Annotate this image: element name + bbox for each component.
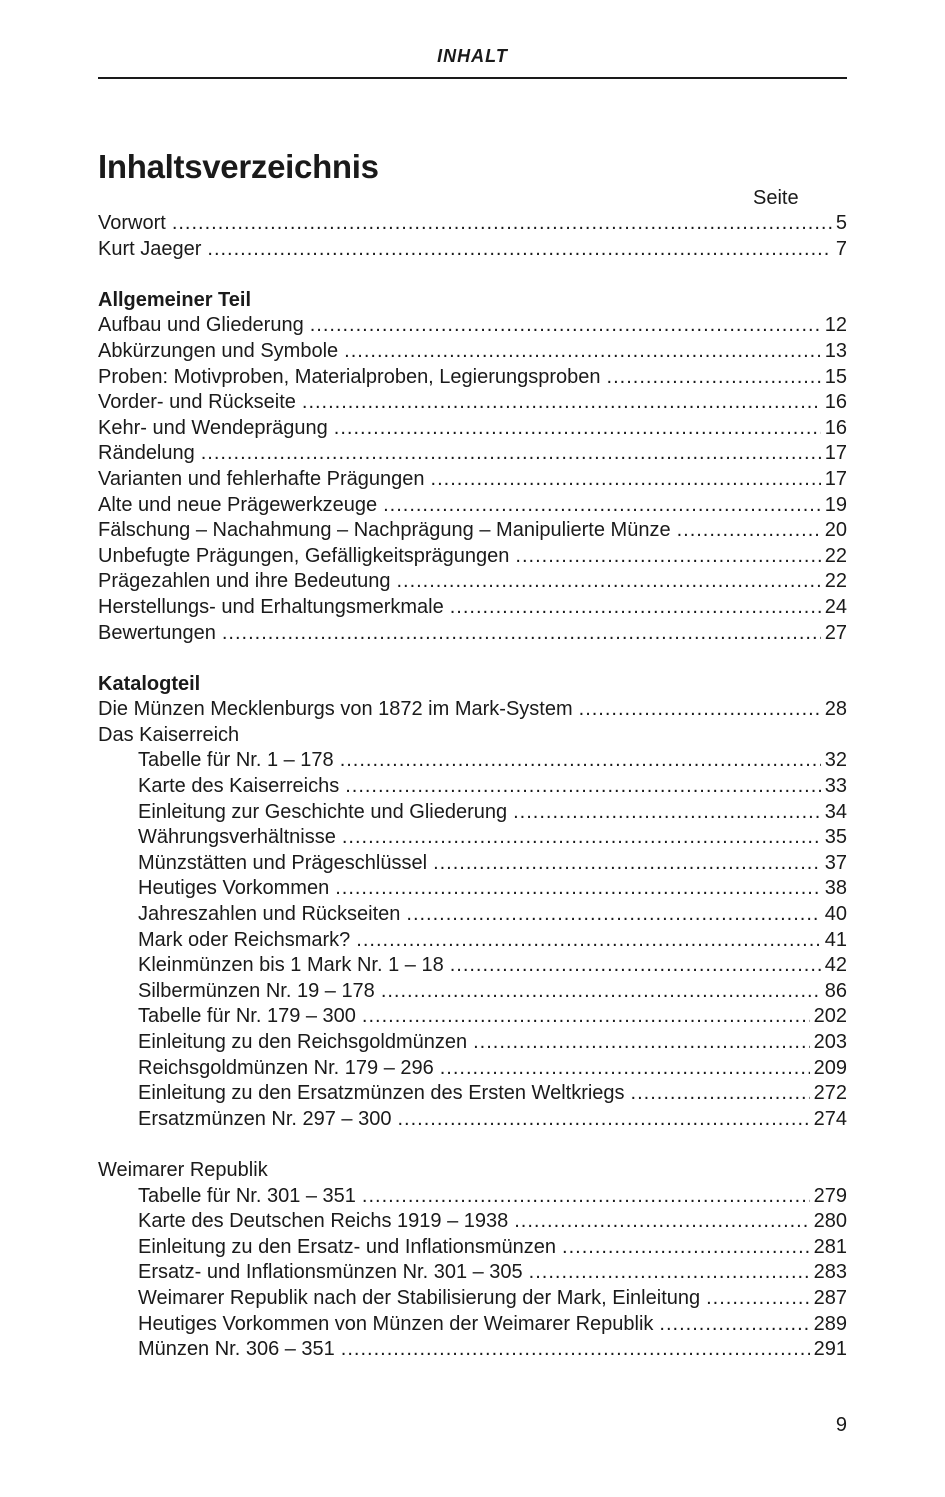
toc-entry-label: Münzstätten und Prägeschlüssel [138, 851, 428, 874]
leader-dots [397, 1107, 809, 1133]
leader-dots [345, 774, 821, 800]
toc-entry-page: 272 [813, 1082, 847, 1105]
page-number: 9 [835, 1414, 847, 1436]
leader-dots [431, 467, 821, 493]
toc-entry-label: Vorder- und Rückseite [98, 391, 296, 414]
toc-entry-page: 37 [824, 851, 847, 874]
toc-entry[interactable] [98, 825, 847, 851]
leader-dots [362, 1184, 810, 1210]
toc-entry-page: 27 [824, 621, 847, 644]
toc-entry-label: Karte des Deutschen Reichs 1919 – 1938 [138, 1210, 509, 1233]
toc-entry-label: Die Münzen Mecklenburgs von 1872 im Mark-System [98, 698, 573, 721]
intro-section [98, 211, 847, 262]
toc-entry-label: Alte und neue Prägewerkzeuge [98, 493, 378, 516]
toc-entry-page: 7 [835, 237, 847, 260]
toc-entry[interactable] [98, 851, 847, 877]
toc-entry[interactable] [98, 1235, 847, 1261]
leader-dots [334, 416, 821, 442]
toc-entry[interactable] [98, 416, 847, 442]
subsection-heading-weimar: Weimarer Republik [98, 1158, 268, 1181]
toc-entry-page: 19 [824, 493, 847, 516]
leader-dots [631, 1081, 810, 1107]
toc-entry[interactable] [98, 928, 847, 954]
toc-entry[interactable] [98, 467, 847, 493]
toc-entry[interactable] [98, 493, 847, 519]
leader-dots [344, 339, 821, 365]
toc-entry-page: 34 [824, 800, 847, 823]
leader-dots [302, 390, 821, 416]
section-heading-allgemeiner-teil: Allgemeiner Teil [98, 288, 252, 311]
toc-entry[interactable] [98, 876, 847, 902]
toc-entry-label: Einleitung zu den Ersatz- und Inflationsmünzen [138, 1235, 557, 1258]
running-head: INHALT [437, 46, 508, 66]
toc-entry-page: 22 [824, 544, 847, 567]
toc-entry[interactable] [98, 953, 847, 979]
toc-entry-label: Reichsgoldmünzen Nr. 179 – 296 [138, 1056, 434, 1079]
toc-entry[interactable] [98, 902, 847, 928]
toc-entry[interactable] [98, 237, 847, 263]
toc-entry-page: 291 [813, 1338, 847, 1361]
toc-entry[interactable] [98, 1030, 847, 1056]
leader-dots [440, 1056, 810, 1082]
leader-dots [450, 953, 821, 979]
subsection-heading-kaiserreich: Das Kaiserreich [98, 723, 240, 746]
page-title: Inhaltsverzeichnis [98, 148, 379, 185]
toc-entry-page: 28 [824, 698, 847, 721]
toc-entry-page: 32 [824, 749, 847, 772]
toc-entry-page: 42 [824, 954, 847, 977]
kaiserreich-section [98, 748, 847, 1132]
leader-dots [450, 595, 821, 621]
toc-entry[interactable] [98, 1107, 847, 1133]
toc-entry[interactable] [98, 339, 847, 365]
toc-entry-label: Vorwort [98, 212, 166, 234]
leader-dots [473, 1030, 810, 1056]
leader-dots [310, 313, 821, 339]
toc-entry-page: 283 [813, 1261, 847, 1284]
toc-entry-label: Rändelung [98, 442, 195, 465]
toc-entry[interactable] [98, 1286, 847, 1312]
toc-entry-label: Heutiges Vorkommen [138, 877, 330, 900]
toc-entry-label: Kleinmünzen bis 1 Mark Nr. 1 – 18 [138, 954, 444, 977]
toc-entry-label: Einleitung zu den Ersatzmünzen des Ersten Weltkriegs [138, 1082, 625, 1105]
toc-entry[interactable] [98, 441, 847, 467]
leader-dots [340, 748, 821, 774]
toc-entry-label: Fälschung – Nachahmung – Nachprägung – Manipulierte Münze [98, 519, 671, 542]
leader-dots [341, 1337, 810, 1363]
leader-dots [335, 876, 821, 902]
toc-entry-label: Kehr- und Wendeprägung [98, 416, 328, 439]
toc-entry[interactable] [98, 544, 847, 570]
toc-entry-label: Bewertungen [98, 621, 216, 644]
allgemeiner-teil-section [98, 313, 847, 646]
toc-entry-page: 202 [813, 1005, 847, 1028]
toc-entry-page: 287 [813, 1286, 847, 1309]
toc-entry-label: Kurt Jaeger [98, 237, 202, 260]
toc-entry[interactable] [98, 1260, 847, 1286]
toc-entry-page: 17 [824, 442, 847, 465]
leader-dots [201, 441, 821, 467]
toc-entry-page: 16 [824, 416, 847, 439]
leader-dots [207, 237, 831, 263]
leader-dots [562, 1235, 810, 1261]
toc-entry-page: 12 [824, 314, 847, 337]
leader-dots [607, 365, 821, 391]
leader-dots [706, 1286, 810, 1312]
toc-entry-page: 86 [824, 979, 847, 1002]
toc-entry[interactable] [98, 1312, 847, 1338]
toc-entry-page: 209 [813, 1056, 847, 1079]
toc-entry[interactable] [98, 979, 847, 1005]
toc-entry-label: Silbermünzen Nr. 19 – 178 [138, 979, 375, 1002]
toc-entry[interactable] [98, 211, 847, 237]
toc-entry[interactable] [98, 1184, 847, 1210]
toc-entry-page: 41 [824, 928, 847, 951]
toc-entry-label: Ersatz- und Inflationsmünzen Nr. 301 – 305 [138, 1261, 523, 1284]
toc-entry-label: Mark oder Reichsmark? [138, 928, 351, 951]
section-heading-katalogteil: Katalogteil [98, 672, 201, 695]
toc-entry-label: Proben: Motivproben, Materialproben, Legierungsproben [98, 365, 601, 388]
page-column-label: Seite [753, 187, 799, 209]
toc-entry-label: Ersatzmünzen Nr. 297 – 300 [138, 1107, 392, 1130]
toc-entry-page: 16 [824, 391, 847, 414]
leader-dots [172, 211, 832, 237]
toc-entry-page: 15 [824, 365, 847, 388]
toc-entry[interactable] [98, 774, 847, 800]
leader-dots [383, 493, 821, 519]
toc-entry-label: Münzen Nr. 306 – 351 [138, 1338, 335, 1361]
toc-entry[interactable] [98, 748, 847, 774]
toc-entry[interactable] [98, 1004, 847, 1030]
toc-entry-label: Prägezahlen und ihre Bedeutung [98, 570, 391, 593]
toc-entry-page: 20 [824, 519, 847, 542]
toc-entry-label: Varianten und fehlerhafte Prägungen [98, 467, 425, 490]
toc-entry-page: 38 [824, 877, 847, 900]
leader-dots [515, 544, 820, 570]
leader-dots [677, 518, 821, 544]
toc-entry-label: Weimarer Republik nach der Stabilisierung der Mark, Einleitung [138, 1286, 701, 1309]
leader-dots [529, 1260, 810, 1286]
toc-entry-page: 17 [824, 467, 847, 490]
toc-entry-label: Währungsverhältnisse [138, 826, 336, 849]
toc-entry[interactable] [98, 1209, 847, 1235]
leader-dots [514, 1209, 809, 1235]
leader-dots [222, 621, 821, 647]
toc-entry[interactable] [98, 621, 847, 647]
leader-dots [362, 1004, 810, 1030]
toc-entry-label: Tabelle für Nr. 301 – 351 [138, 1184, 356, 1207]
header-rule [98, 77, 847, 79]
toc-entry-page: 280 [813, 1210, 847, 1233]
toc-entry[interactable] [98, 390, 847, 416]
leader-dots [433, 851, 821, 877]
toc-entry[interactable] [98, 1337, 847, 1363]
toc-entry-label: Herstellungs- und Erhaltungsmerkmale [98, 595, 444, 618]
toc-entry-label: Abkürzungen und Symbole [98, 339, 339, 362]
toc-entry[interactable] [98, 569, 847, 595]
toc-entry-label: Karte des Kaiserreichs [138, 775, 340, 798]
toc-entry[interactable] [98, 697, 847, 723]
toc-entry[interactable] [98, 313, 847, 339]
leader-dots [381, 979, 821, 1005]
toc-entry[interactable] [98, 595, 847, 621]
toc-entry-page: 35 [824, 826, 847, 849]
toc-entry[interactable] [98, 800, 847, 826]
toc-entry-page: 203 [813, 1031, 847, 1053]
leader-dots [406, 902, 820, 928]
toc-entry-label: Tabelle für Nr. 179 – 300 [138, 1005, 356, 1028]
toc-entry-page: 5 [835, 212, 847, 234]
toc-entry-page: 281 [813, 1235, 847, 1258]
toc-entry-label: Tabelle für Nr. 1 – 178 [138, 749, 334, 772]
toc-entry[interactable] [98, 518, 847, 544]
leader-dots [356, 928, 820, 954]
toc-entry-page: 274 [813, 1107, 847, 1130]
toc-entry-label: Einleitung zur Geschichte und Gliederung [138, 800, 508, 823]
leader-dots [396, 569, 820, 595]
toc-entry-label: Jahreszahlen und Rückseiten [138, 903, 401, 926]
toc-entry-page: 22 [824, 570, 847, 593]
toc-entry-page: 289 [813, 1312, 847, 1335]
toc-entry-page: 279 [813, 1184, 847, 1207]
toc-entry-page: 40 [824, 903, 847, 926]
toc-entry[interactable] [98, 365, 847, 391]
table-of-contents [98, 211, 847, 1363]
toc-entry-page: 33 [824, 775, 847, 798]
leader-dots [513, 800, 821, 826]
toc-entry[interactable] [98, 1056, 847, 1082]
leader-dots [659, 1312, 809, 1338]
toc-entry-page: 24 [824, 595, 847, 618]
leader-dots [342, 825, 821, 851]
toc-entry-label: Aufbau und Gliederung [98, 314, 304, 337]
leader-dots [579, 697, 821, 723]
toc-entry-label: Einleitung zu den Reichsgoldmünzen [138, 1031, 468, 1053]
toc-entry-label: Heutiges Vorkommen von Münzen der Weimarer Republik [138, 1312, 654, 1335]
weimar-section [98, 1184, 847, 1363]
toc-entry-page: 13 [824, 339, 847, 362]
toc-entry[interactable] [98, 1081, 847, 1107]
toc-entry-label: Unbefugte Prägungen, Gefälligkeitsprägungen [98, 544, 510, 567]
